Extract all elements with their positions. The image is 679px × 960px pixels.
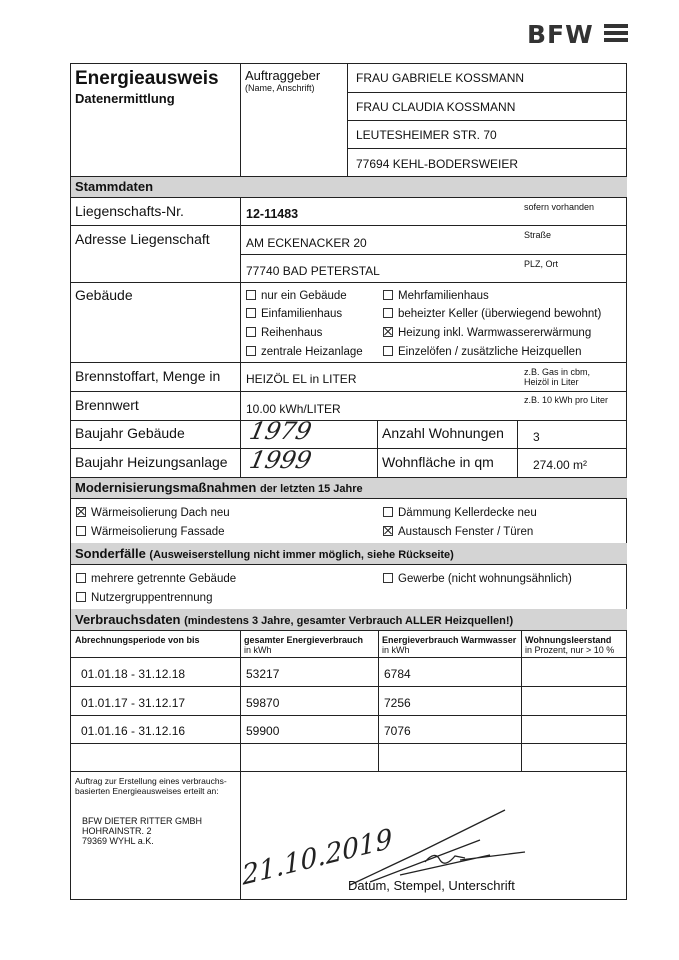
cb-nutzergruppe[interactable]: Nutzergruppentrennung [76, 592, 212, 604]
cb-fassade[interactable]: Wärmeisolierung Fassade [76, 526, 225, 538]
client-line-2: FRAU CLAUDIA KOSSMANN [356, 100, 516, 114]
cb-nur-ein-gebaeude[interactable]: nur ein Gebäude [246, 290, 347, 302]
client-line-3: LEUTESHEIMER STR. 70 [356, 128, 497, 142]
ort-note: PLZ, Ort [524, 259, 559, 269]
cb-reihenhaus[interactable]: Reihenhaus [246, 327, 322, 339]
liegenschaft-value: 12-11483 [246, 207, 299, 221]
checkbox-icon [383, 573, 393, 583]
cb-fenster[interactable]: Austausch Fenster / Türen [383, 526, 533, 538]
checkbox-checked-icon [383, 327, 393, 337]
brennstoff-label: Brennstoffart, Menge in [75, 368, 221, 384]
client-sublabel: (Name, Anschrift) [245, 83, 315, 93]
section-sonderfaelle: Sonderfälle (Ausweiserstellung nicht immer möglich, siehe Rückseite) [71, 543, 627, 564]
wohnungen-value: 3 [533, 430, 540, 444]
col-leerstand: Wohnungsleerstand in Prozent, nur > 10 % [525, 635, 615, 655]
logo-bars-icon [604, 24, 628, 45]
checkbox-icon [76, 573, 86, 583]
brennwert-value: 10.00 kWh/LITER [246, 402, 341, 416]
checkbox-icon [76, 526, 86, 536]
company-line-1: BFW DIETER RITTER GMBH [82, 816, 202, 826]
baujahr-value: 1979 [247, 417, 315, 445]
brennstoff-note: z.B. Gas in cbm, Heizöl in Liter [524, 367, 591, 387]
auftrag-text: Auftrag zur Erstellung eines verbrauchs-basierten Energieausweises erteilt an: [75, 776, 227, 796]
company-line-3: 79369 WYHL a.K. [82, 836, 154, 846]
col-warmwasser: Energieverbrauch Warmwasser in kWh [382, 635, 517, 655]
row1-periode: 01.01.18 - 31.12.18 [81, 667, 186, 681]
section-verbrauchsdaten: Verbrauchsdaten (mindestens 3 Jahre, gesamter Verbrauch ALLER Heizquellen!) [71, 609, 627, 630]
brennstoff-value: HEIZÖL EL in LITER [246, 372, 357, 386]
row1-warmwasser: 6784 [384, 667, 411, 681]
checkbox-icon [246, 346, 256, 356]
cb-beheizter-keller[interactable]: beheizter Keller (überwiegend bewohnt) [383, 308, 601, 320]
company-line-2: HOHRAINSTR. 2 [82, 826, 152, 836]
baujahr-label: Baujahr Gebäude [75, 425, 185, 441]
cb-kellerdecke[interactable]: Dämmung Kellerdecke neu [383, 507, 537, 519]
col-gesamt: gesamter Energieverbrauch in kWh [244, 635, 364, 655]
row3-periode: 01.01.16 - 31.12.16 [81, 724, 186, 738]
flaeche-label: Wohnfläche in qm [382, 454, 494, 470]
page-title: Energieausweis [75, 68, 219, 89]
cb-gewerbe[interactable]: Gewerbe (nicht wohnungsähnlich) [383, 573, 572, 585]
cb-mehrfamilienhaus[interactable]: Mehrfamilienhaus [383, 290, 489, 302]
checkbox-icon [246, 290, 256, 300]
brennwert-label: Brennwert [75, 397, 139, 413]
cb-einfamilienhaus[interactable]: Einfamilienhaus [246, 308, 342, 320]
liegenschaft-note: sofern vorhanden [524, 202, 595, 212]
cb-zentrale-heizanlage[interactable]: zentrale Heizanlage [246, 346, 363, 358]
row2-periode: 01.01.17 - 31.12.17 [81, 696, 186, 710]
checkbox-icon [383, 290, 393, 300]
checkbox-icon [383, 507, 393, 517]
flaeche-value: 274.00 m² [533, 458, 588, 472]
row1-gesamt: 53217 [246, 667, 280, 681]
strasse-note: Straße [524, 230, 552, 240]
row3-gesamt: 59900 [246, 724, 280, 738]
checkbox-icon [383, 308, 393, 318]
row3-warmwasser: 7076 [384, 724, 411, 738]
ort-value: 77740 BAD PETERSTAL [246, 264, 380, 278]
client-line-4: 77694 KEHL-BODERSWEIER [356, 157, 519, 171]
strasse-value: AM ECKENACKER 20 [246, 236, 367, 250]
gebaeude-label: Gebäude [75, 287, 133, 303]
cb-dach-neu[interactable]: Wärmeisolierung Dach neu [76, 507, 230, 519]
checkbox-icon [383, 346, 393, 356]
cb-getrennte-gebaeude[interactable]: mehrere getrennte Gebäude [76, 573, 236, 585]
cb-heizung-warmwasser[interactable]: Heizung inkl. Warmwassererwärmung [383, 327, 591, 339]
cb-einzeloefen[interactable]: Einzelöfen / zusätzliche Heizquellen [383, 346, 581, 358]
heizung-baujahr-label: Baujahr Heizungsanlage [75, 454, 228, 470]
section-modernisierung: Modernisierungsmaßnahmen der letzten 15 Jahre [71, 478, 627, 498]
handwritten-date: 21.10.2019 [241, 823, 394, 892]
checkbox-checked-icon [76, 507, 86, 517]
checkbox-checked-icon [383, 526, 393, 536]
client-line-1: FRAU GABRIELE KOSSMANN [356, 71, 525, 85]
page-subtitle: Datenermittlung [75, 91, 175, 106]
sign-label: Datum, Stempel, Unterschrift [348, 878, 515, 893]
adresse-label: Adresse Liegenschaft [75, 231, 210, 247]
checkbox-icon [246, 327, 256, 337]
checkbox-icon [76, 592, 86, 602]
brennwert-note: z.B. 10 kWh pro Liter [524, 395, 609, 405]
bfw-logo: BFW [527, 20, 594, 49]
row2-gesamt: 59870 [246, 696, 280, 710]
wohnungen-label: Anzahl Wohnungen [382, 425, 504, 441]
checkbox-icon [246, 308, 256, 318]
col-periode: Abrechnungsperiode von bis [75, 635, 200, 645]
row2-warmwasser: 7256 [384, 696, 411, 710]
client-label: Auftraggeber [245, 68, 321, 83]
section-stammdaten: Stammdaten [71, 176, 627, 197]
heizung-baujahr-value: 1999 [247, 446, 315, 474]
liegenschaft-label: Liegenschafts-Nr. [75, 203, 184, 219]
